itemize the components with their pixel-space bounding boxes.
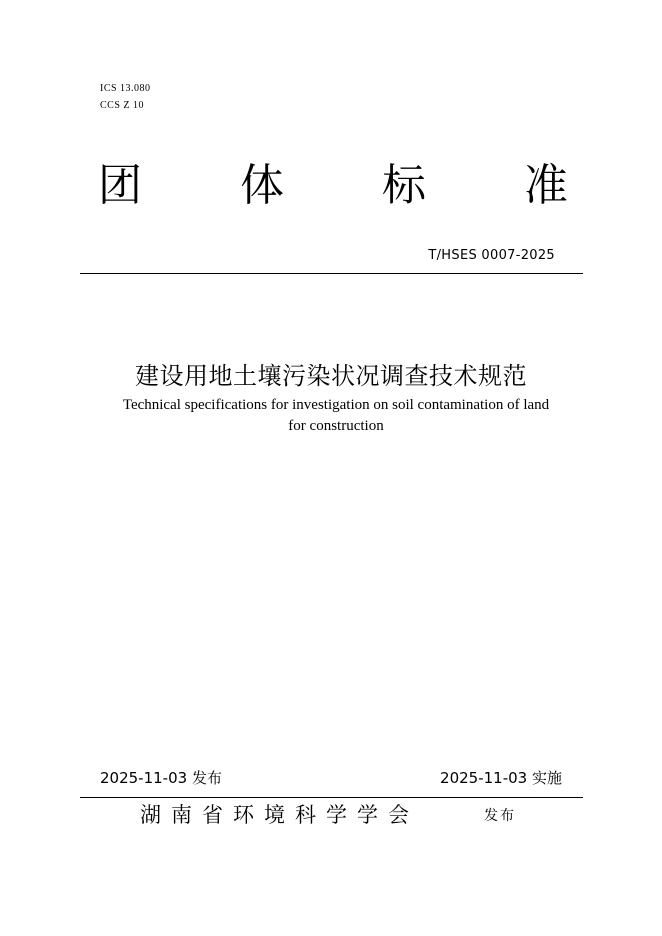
standard-type-char: 准 <box>524 160 568 211</box>
top-divider <box>80 273 583 274</box>
standard-type-char: 团 <box>98 160 142 211</box>
issuer-block <box>0 800 662 830</box>
issuer-name: 湖南省环境科学学会 <box>140 803 419 827</box>
classification-codes <box>100 80 151 114</box>
standard-type-char: 体 <box>240 160 284 211</box>
bottom-divider <box>80 797 583 798</box>
title-english-line: Technical specifications for investigation on soil contamination of land <box>122 397 550 413</box>
implementation-date: 2025-11-03 实施 <box>440 769 562 787</box>
standard-number: T/HSES 0007-2025 <box>428 248 555 263</box>
standard-type-char: 标 <box>382 160 426 211</box>
title-english <box>100 395 572 437</box>
ccs-code: CCS Z 10 <box>100 100 145 111</box>
title-english-line: for construction <box>288 418 384 434</box>
issue-date: 2025-11-03 发布 <box>100 769 222 787</box>
standard-type-heading <box>98 156 568 216</box>
issuer-action: 发布 <box>484 808 516 824</box>
title-chinese: 建设用地土壤污染状况调查技术规范 <box>135 362 527 390</box>
ics-code: ICS 13.080 <box>100 83 151 94</box>
